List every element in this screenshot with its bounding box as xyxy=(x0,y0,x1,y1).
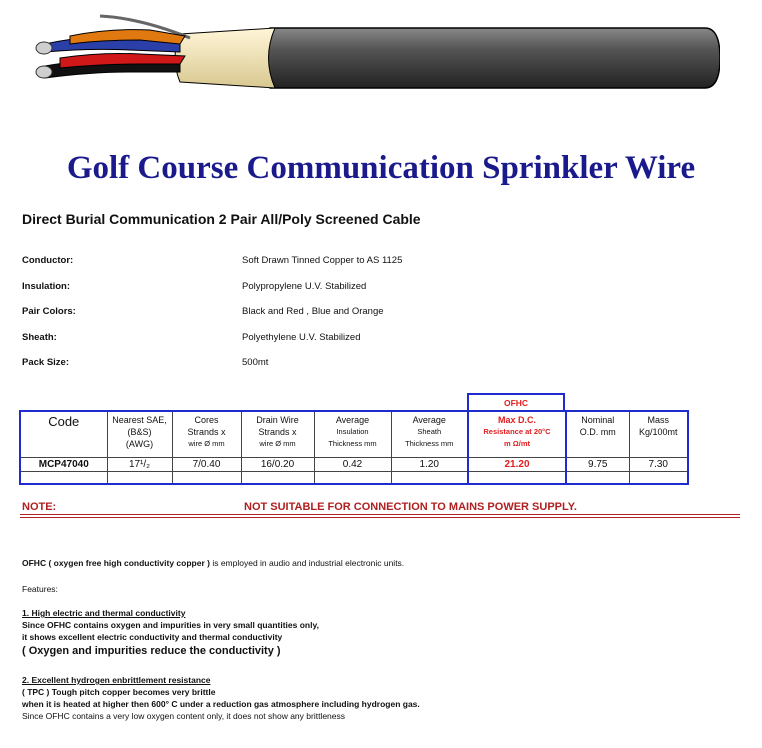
feature1-line: it shows excellent electric conductivity and thermal conductivity xyxy=(22,632,283,642)
header-od-line: Nominal xyxy=(581,415,615,425)
header-insulation-line: Insulation xyxy=(336,427,369,436)
table-row-empty xyxy=(20,472,688,485)
spec-value-conductor: Soft Drawn Tinned Copper to AS 1125 xyxy=(242,255,403,266)
spec-value-pair-colors: Black and Red , Blue and Orange xyxy=(242,306,384,317)
spec-label-pack-size: Pack Size: xyxy=(22,357,69,368)
ofhc-intro-rest: is employed in audio and industrial electronic units. xyxy=(209,558,405,568)
header-drain-line: Strands x xyxy=(258,427,297,437)
header-sae-line: (AWG) xyxy=(125,439,154,449)
header-sheath-line: Thickness mm xyxy=(405,439,454,448)
cable-illustration xyxy=(30,8,720,98)
ofhc-intro xyxy=(22,558,404,568)
page-title: Golf Course Communication Sprinkler Wire xyxy=(66,150,696,186)
cell-awg: 17¹/₂ xyxy=(107,458,172,472)
spec-label-sheath: Sheath: xyxy=(22,332,57,343)
header-resistance-line: Resistance at 20°C xyxy=(483,427,551,436)
feature1-line: ( Oxygen and impurities reduce the conductivity ) xyxy=(22,645,281,657)
empty-cell xyxy=(468,472,566,485)
empty-cell xyxy=(566,472,629,485)
feature2-heading: 2. Excellent hydrogen enbrittlement resistance xyxy=(22,675,211,685)
empty-cell xyxy=(241,472,314,485)
spec-table xyxy=(19,410,689,485)
ofhc-tab-label: OFHC xyxy=(503,398,529,408)
header-resistance-line: Max D.C. xyxy=(497,415,536,425)
header-insulation-line: Thickness mm xyxy=(328,439,377,448)
table-header-row xyxy=(20,411,688,458)
header-sae-line: (B&S) xyxy=(127,427,152,437)
cell-code: MCP47040 xyxy=(20,458,107,472)
header-code: Code xyxy=(20,411,107,458)
page-subtitle: Direct Burial Communication 2 Pair All/Poly Screened Cable xyxy=(22,211,421,227)
header-od xyxy=(566,411,629,458)
spec-label-insulation: Insulation: xyxy=(22,281,71,292)
empty-cell xyxy=(107,472,172,485)
spec-label-pair-colors: Pair Colors: xyxy=(22,306,76,317)
feature2-line: ( TPC ) Tough pitch copper becomes very brittle xyxy=(22,687,216,697)
empty-cell xyxy=(20,472,107,485)
feature2-line: Since OFHC contains a very low oxygen content only, it does not show any brittleness xyxy=(22,711,346,721)
header-sheath-line: Sheath xyxy=(417,427,442,436)
empty-cell xyxy=(629,472,688,485)
header-sheath xyxy=(391,411,468,458)
features-label: Features: xyxy=(22,584,58,594)
header-mass-line: Mass xyxy=(647,415,669,425)
feature1-heading: 1. High electric and thermal conductivity xyxy=(22,608,186,618)
header-drain xyxy=(241,411,314,458)
feature2-line: when it is heated at higher then 600° C under a reduction gas atmosphere including hydrogen gas. xyxy=(22,699,420,709)
header-cores-line: Strands x xyxy=(187,427,226,437)
cell-resistance: 21.20 xyxy=(468,458,566,472)
header-od-line: O.D. mm xyxy=(579,427,616,437)
cell-cores: 7/0.40 xyxy=(172,458,241,472)
header-mass xyxy=(629,411,688,458)
header-sheath-line: Average xyxy=(412,415,446,425)
note-text: NOT SUITABLE FOR CONNECTION TO MAINS POWER SUPPLY. xyxy=(244,501,577,513)
header-insulation xyxy=(314,411,391,458)
header-cores-line: wire Ø mm xyxy=(188,439,225,448)
ofhc-intro-bold: OFHC ( oxygen free high conductivity copper ) xyxy=(22,558,210,568)
header-insulation-line: Average xyxy=(335,415,370,425)
header-sae-line: Nearest SAE, xyxy=(112,415,167,425)
feature1-line: Since OFHC contains oxygen and impurities in very small quantities only, xyxy=(22,620,319,630)
header-cores xyxy=(172,411,241,458)
cell-sheath: 1.20 xyxy=(391,458,468,472)
header-drain-line: wire Ø mm xyxy=(259,439,296,448)
header-resistance-line: m Ω/mt xyxy=(503,439,530,448)
note-divider xyxy=(20,514,740,515)
cell-mass: 7.30 xyxy=(629,458,688,472)
spec-value-pack-size: 500mt xyxy=(242,357,269,368)
cell-insulation: 0.42 xyxy=(314,458,391,472)
note-label: NOTE: xyxy=(22,501,57,513)
spec-label-conductor: Conductor: xyxy=(22,255,74,266)
table-row xyxy=(20,458,688,472)
cell-drain: 16/0.20 xyxy=(241,458,314,472)
header-cores-line: Cores xyxy=(194,415,219,425)
note-divider xyxy=(20,517,740,518)
spec-value-insulation: Polypropylene U.V. Stabilized xyxy=(242,281,367,292)
spec-value-sheath: Polyethylene U.V. Stabilized xyxy=(242,332,361,343)
header-mass-line: Kg/100mt xyxy=(638,427,678,437)
header-drain-line: Drain Wire xyxy=(256,415,299,425)
empty-cell xyxy=(172,472,241,485)
cell-od: 9.75 xyxy=(566,458,629,472)
header-sae xyxy=(107,411,172,458)
empty-cell xyxy=(391,472,468,485)
empty-cell xyxy=(314,472,391,485)
header-resistance xyxy=(468,411,566,458)
